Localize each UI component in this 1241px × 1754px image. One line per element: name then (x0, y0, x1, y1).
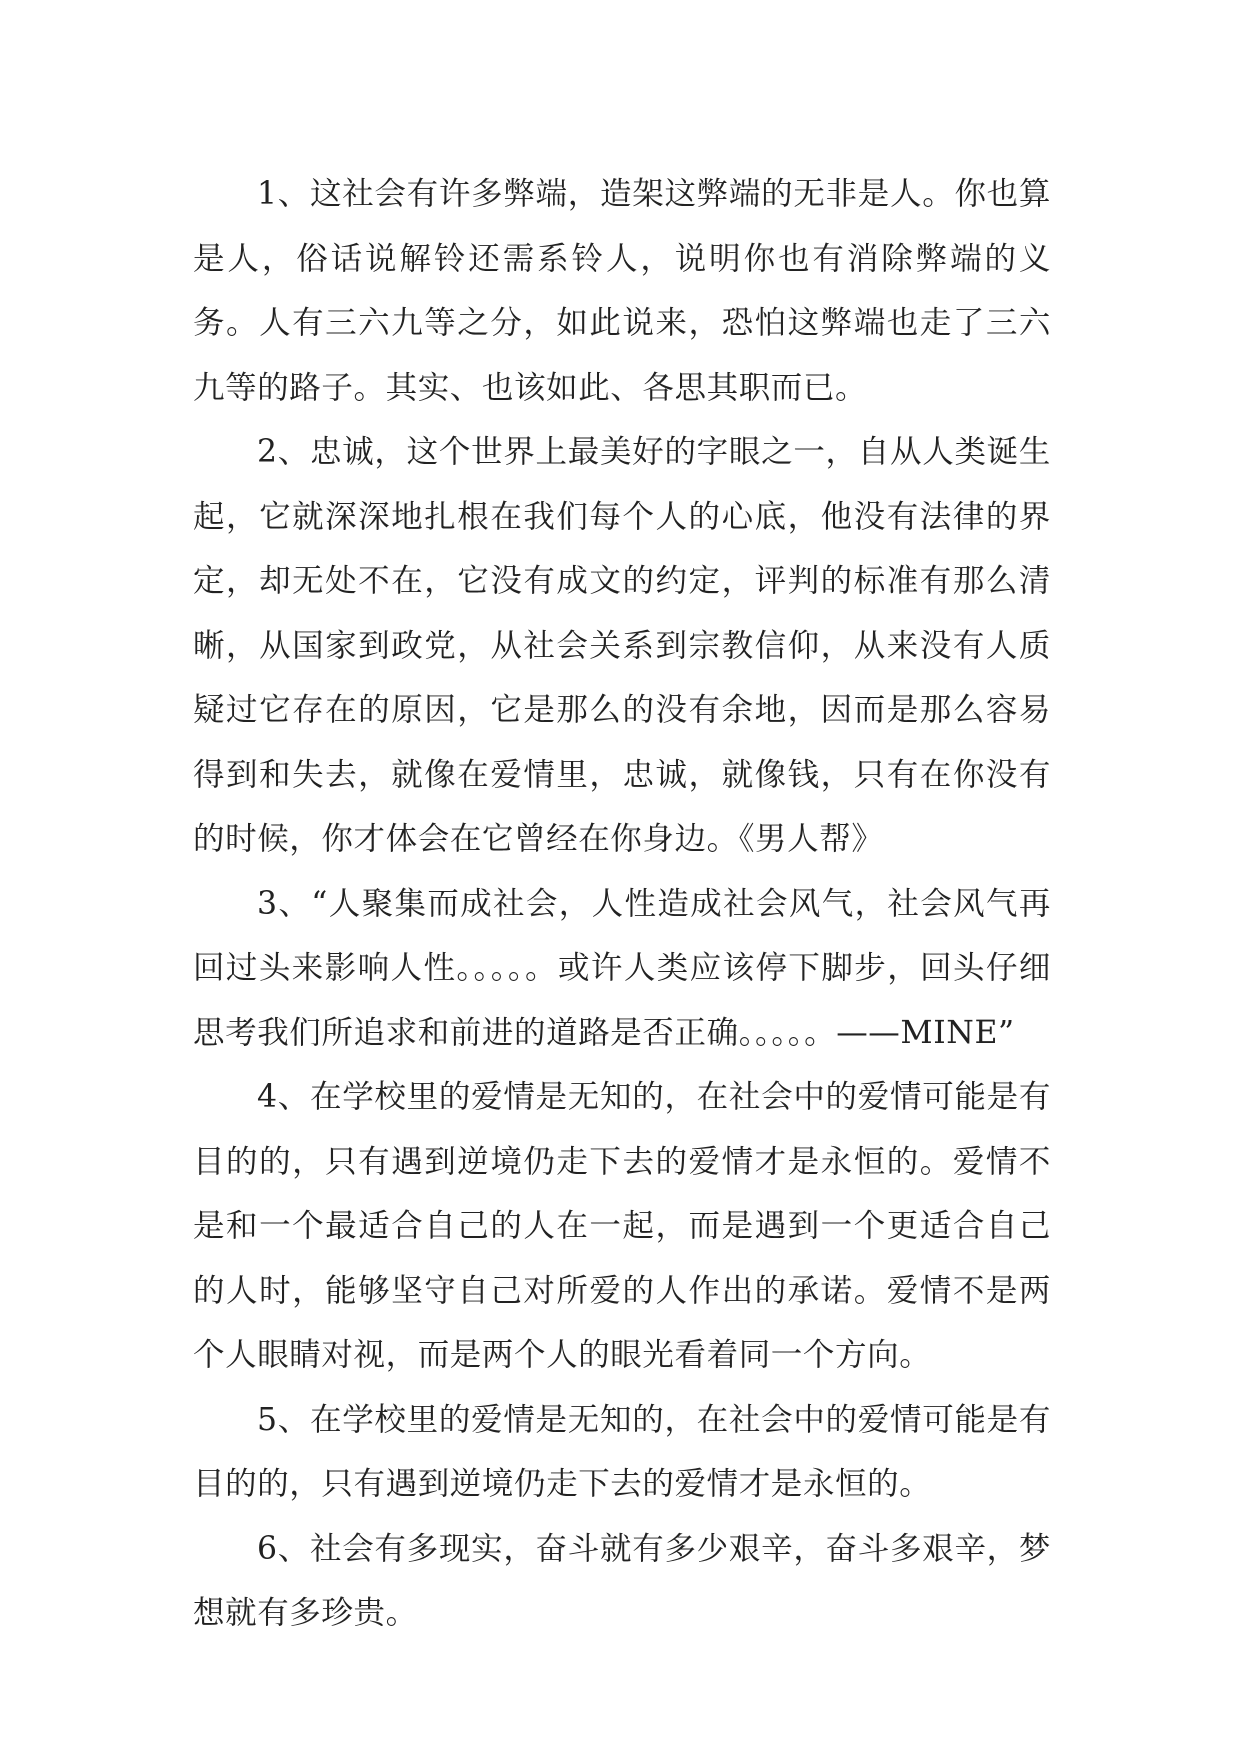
document-body (193, 162, 1051, 1646)
paragraph-3: 3、“人聚集而成社会，人性造成社会风气，社会风气再回过头来影响人性。。。。。或许人类应该停下脚步，回头仔细思考我们所追求和前进的道路是否正确。。。。。——MINE” (193, 885, 1051, 1051)
paragraph-5: 5、在学校里的爱情是无知的，在社会中的爱情可能是有目的的，只有遇到逆境仍走下去的爱情才是永恒的。 (193, 1401, 1051, 1502)
paragraph-6: 6、社会有多现实，奋斗就有多少艰辛，奋斗多艰辛，梦想就有多珍贵。 (193, 1530, 1051, 1631)
paragraph-1: 1、这社会有许多弊端，造架这弊端的无非是人。你也算是人，俗话说解铃还需系铃人，说明你也有消除弊端的义务。人有三六九等之分，如此说来，恐怕这弊端也走了三六九等的路子。其实、也该如此、各思其职而已。 (193, 176, 1051, 406)
paragraph-4: 4、在学校里的爱情是无知的，在社会中的爱情可能是有目的的，只有遇到逆境仍走下去的爱情才是永恒的。爱情不是和一个最适合自己的人在一起，而是遇到一个更适合自己的人时，能够坚守自己对所爱的人作出的承诺。爱情不是两个人眼睛对视，而是两个人的眼光看着同一个方向。 (193, 1079, 1051, 1373)
paragraph-2: 2、忠诚，这个世界上最美好的字眼之一，自从人类诞生起，它就深深地扎根在我们每个人的心底，他没有法律的界定，却无处不在，它没有成文的约定，评判的标准有那么清晰，从国家到政党，从社会关系到宗教信仰，从来没有人质疑过它存在的原因，它是那么的没有余地，因而是那么容易得到和失去，就像在爱情里，忠诚，就像钱，只有在你没有的时候，你才体会在它曾经在你身边。《男人帮》 (193, 434, 1051, 857)
